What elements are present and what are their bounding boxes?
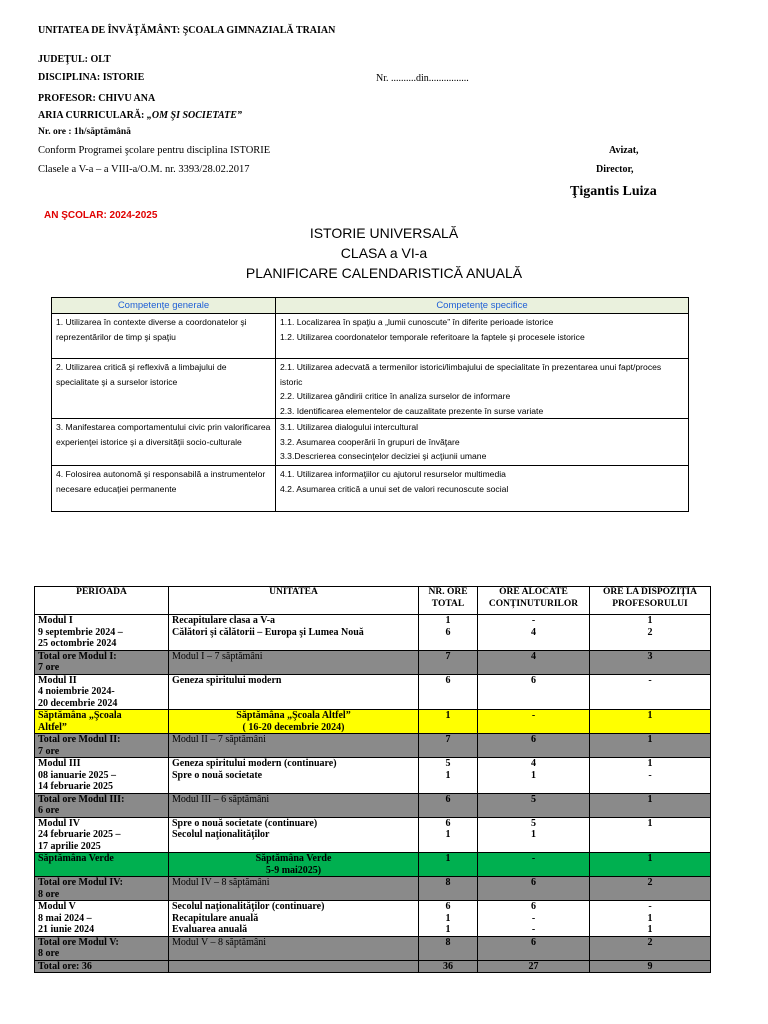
cell-line: 1 (445, 853, 451, 864)
content-hours-cell (478, 936, 590, 960)
cell-line: - (648, 901, 652, 912)
period-cell (35, 877, 169, 901)
specific-competence: 3.2. Asumarea cooperării în grupuri de învăţare (280, 436, 460, 447)
cell-line: Total ore Modul II: (38, 734, 121, 745)
competence-row (52, 419, 689, 466)
cell-line: 4 (531, 650, 536, 662)
total-hours-cell (419, 960, 478, 973)
total-hours-cell (419, 793, 478, 817)
general-competence: 3. Manifestarea comportamentului civic prin valorificarea experienţei istorice şi a diversităţii socio-culturale (52, 419, 276, 466)
teacher-hours-cell (590, 817, 711, 853)
total-hours-cell (419, 853, 478, 877)
total-hours-cell (419, 615, 478, 651)
cell-line: 1 (445, 710, 451, 721)
content-hours-cell (478, 674, 590, 710)
teacher: PROFESOR: CHIVU ANA (38, 93, 156, 104)
unit-cell (169, 615, 419, 651)
cell-line: - (531, 924, 536, 935)
cell-line: - (531, 912, 536, 924)
cell-line: 1 (647, 793, 653, 805)
general-competence: 2. Utilizarea critică şi reflexivă a limbajului de specialitate şi a surselor istorice (52, 359, 276, 419)
cell-line: 6 (445, 901, 451, 912)
cell-line: 4 (531, 758, 536, 769)
general-competence: 4. Folosirea autonomă şi responsabilă a instrumentelor necesare educaţiei permanente (52, 466, 276, 512)
total-hours-cell (419, 710, 478, 734)
competence-row (52, 314, 689, 359)
cell-line: - (531, 615, 536, 626)
school-year: AN ŞCOLAR: 2024-2025 (44, 210, 158, 221)
cell-line: 8 (445, 936, 451, 948)
specific-competences (276, 419, 689, 466)
period-cell (35, 853, 169, 877)
cell-line: 17 aprilie 2025 (38, 840, 101, 852)
cell-line: Săptămâna Verde (38, 853, 114, 864)
plan-row (35, 817, 711, 853)
specific-competence: 3.1. Utilizarea dialogului intercultural (280, 422, 419, 432)
teacher-hours-cell (590, 674, 711, 710)
specific-competence: 4.2. Asumarea critică a unui set de valori recunoscute social (280, 483, 509, 494)
total-hours-cell (419, 734, 478, 758)
cell-line: 1 (647, 710, 653, 721)
cell-line: 6 (445, 674, 451, 686)
cell-line: 6 ore (38, 805, 60, 816)
specific-competence: 2.3. Identificarea elementelor de cauzalitate prezente în surse variate (280, 405, 544, 416)
teacher-hours-cell (590, 901, 711, 937)
document-number: Nr. ..........din................ (376, 73, 469, 84)
cell-line: 5-9 mai2025) (265, 864, 322, 876)
teacher-hours-cell (590, 960, 711, 973)
period-header: PERIOADA (35, 587, 169, 615)
plan-row (35, 650, 711, 674)
general-competence: 1. Utilizarea în contexte diverse a coordonatelor şi reprezentărilor de timp şi spaţiu (52, 314, 276, 359)
cell-line: - (648, 769, 652, 781)
total-hours-cell (419, 817, 478, 853)
cell-line: Total ore Modul III: (38, 793, 125, 805)
specific-competence: 2.1. Utilizarea adecvată a termenilor istorici/limbajului de specialitate în prezentarea unui fapt/proces istoric (280, 362, 662, 387)
col-general-header: Competenţe generale (52, 298, 276, 314)
hours-per-week: Nr. ore : 1h/săptămână (38, 127, 131, 137)
total-hours-cell (419, 758, 478, 794)
specific-competences (276, 359, 689, 419)
cell-line: 5 (531, 793, 536, 805)
cell-line: Geneza spiritului modern (continuare) (172, 758, 337, 769)
program-line-1: Conform Programei şcolare pentru disciplina ISTORIE (38, 145, 271, 156)
cell-line: 5 (531, 817, 536, 829)
cell-line: Total ore Modul I: (38, 650, 117, 662)
planning-table (34, 586, 711, 973)
period-cell (35, 817, 169, 853)
cell-line: Săptămâna „Şcoala (38, 710, 122, 721)
total-hours-header: NR. ORE TOTAL (419, 587, 478, 615)
content-hours-cell (478, 793, 590, 817)
cell-line: 1 (647, 817, 653, 829)
school-name: UNITATEA DE ÎNVĂŢĂMÂNT: ŞCOALA GIMNAZIALĂ TRAIAN (38, 25, 336, 36)
content-hours-cell (478, 734, 590, 758)
cell-line: 1 (531, 769, 536, 781)
unit-cell (169, 734, 419, 758)
period-cell (35, 615, 169, 651)
unit-header: UNITATEA (169, 587, 419, 615)
cell-line: 4 (531, 626, 536, 638)
plan-row (35, 710, 711, 734)
unit-cell (169, 650, 419, 674)
cell-line: 36 (443, 960, 453, 972)
cell-line: 1 (445, 769, 451, 781)
unit-cell (169, 758, 419, 794)
content-hours-cell (478, 817, 590, 853)
cell-line: Modul V (38, 901, 76, 912)
plan-row (35, 901, 711, 937)
cell-line: 1 (445, 924, 451, 935)
cell-line: - (531, 853, 536, 864)
content-hours-cell (478, 901, 590, 937)
period-cell (35, 793, 169, 817)
cell-line: Total ore Modul V: (38, 936, 119, 948)
cell-line: 9 (647, 960, 653, 972)
teacher-hours-cell (590, 734, 711, 758)
period-cell (35, 758, 169, 794)
unit-cell (169, 853, 419, 877)
content-hours-cell (478, 758, 590, 794)
cell-line: 1 (445, 615, 451, 626)
cell-line: Spre o nouă societate (continuare) (172, 817, 318, 829)
cell-line: 14 februarie 2025 (38, 781, 113, 792)
cell-line: Modul II (38, 674, 77, 686)
plan-row (35, 853, 711, 877)
curricular-area: ARIA CURRICULARĂ: „OM ŞI SOCIETATE” (38, 110, 242, 121)
cell-line: Evaluarea anuală (172, 924, 248, 935)
period-cell (35, 734, 169, 758)
cell-line: 1 (647, 924, 653, 935)
cell-line: 08 ianuarie 2025 – (38, 769, 117, 781)
content-hours-cell (478, 650, 590, 674)
cell-line: 1 (531, 829, 536, 840)
cell-line: 5 (445, 758, 451, 769)
cell-line: Modul V – 8 săptămâni (172, 936, 267, 948)
period-cell (35, 901, 169, 937)
teacher-hours-cell (590, 853, 711, 877)
specific-competences (276, 314, 689, 359)
title-line-1: ISTORIE UNIVERSALĂ (309, 225, 459, 241)
cell-line: 2 (647, 626, 653, 638)
cell-line: 7 ore (38, 662, 60, 673)
cell-line: 9 septembrie 2024 – (38, 626, 123, 638)
plan-row (35, 734, 711, 758)
specific-competence: 1.1. Localizarea în spaţiu a „lumii cunoscute” în diferite perioade istorice (280, 317, 554, 327)
cell-line: Spre o nouă societate (172, 769, 263, 781)
cell-line: Secolul naţionalităţilor (continuare) (172, 901, 325, 912)
program-line-2: Clasele a V-a – a VIII-a/O.M. nr. 3393/28.02.2017 (38, 164, 250, 175)
plan-row (35, 674, 711, 710)
cell-line: Modul IV – 8 săptămâni (172, 877, 270, 888)
teacher-hours-cell (590, 650, 711, 674)
content-hours-header: ORE ALOCATE CONȚINUTURILOR (478, 587, 590, 615)
cell-line: 7 (445, 734, 451, 745)
cell-line: 6 (531, 877, 536, 888)
unit-cell (169, 817, 419, 853)
cell-line: 21 iunie 2024 (38, 924, 95, 935)
cell-line: 6 (531, 936, 536, 948)
unit-cell (169, 901, 419, 937)
content-hours-cell (478, 853, 590, 877)
cell-line: 3 (647, 650, 653, 662)
cell-line: 2 (647, 936, 653, 948)
subject: DISCIPLINA: ISTORIE (38, 72, 145, 83)
county: JUDEŢUL: OLT (38, 54, 111, 65)
specific-competences (276, 466, 689, 512)
teacher-hours-cell (590, 758, 711, 794)
cell-line: 8 mai 2024 – (38, 912, 92, 924)
cell-line: Săptămâna „Şcoala Altfel” (236, 710, 351, 721)
cell-line: 8 ore (38, 948, 60, 959)
cell-line: Modul I (38, 615, 73, 626)
cell-line: Modul IV (38, 817, 80, 829)
cell-line: 1 (647, 853, 653, 864)
teacher-hours-header: ORE LA DISPOZIȚIA PROFESORULUI (590, 587, 711, 615)
cell-line: Modul III (38, 758, 81, 769)
cell-line: 25 octombrie 2024 (38, 638, 117, 649)
plan-row (35, 793, 711, 817)
specific-competence: 2.2. Utilizarea gândirii critice în analiza surselor de informare (280, 391, 511, 401)
total-hours-cell (419, 674, 478, 710)
total-hours-cell (419, 936, 478, 960)
specific-competence: 3.3.Descrierea consecinţelor deciziei şi acţiunii umane (280, 451, 487, 461)
cell-line: 6 (531, 674, 536, 686)
plan-row (35, 877, 711, 901)
cell-line: Modul I – 7 săptămâni (172, 650, 263, 662)
cell-line: ( 16-20 decembrie 2024) (242, 721, 345, 733)
cell-line: 6 (445, 793, 451, 805)
competence-row (52, 466, 689, 512)
cell-line: Modul III – 6 săptămâni (172, 793, 270, 805)
total-hours-cell (419, 650, 478, 674)
cell-line: 4 noiembrie 2024- (38, 686, 115, 697)
teacher-hours-cell (590, 615, 711, 651)
specific-competence: 4.1. Utilizarea informaţiilor cu ajutorul resurselor multimedia (280, 469, 506, 479)
cell-line: Altfel” (38, 721, 67, 733)
cell-line: 24 februarie 2025 – (38, 829, 121, 840)
cell-line: Călători şi călătorii – Europa şi Lumea Nouă (172, 626, 364, 638)
cell-line: Total ore Modul IV: (38, 877, 123, 888)
cell-line: 20 decembrie 2024 (38, 697, 118, 709)
cell-line: 1 (647, 912, 653, 924)
director-name: Ţigantis Luiza (570, 184, 657, 199)
unit-cell (169, 877, 419, 901)
period-cell (35, 650, 169, 674)
total-hours-cell (419, 877, 478, 901)
cell-line: Recapitulare clasa a V-a (172, 615, 276, 626)
teacher-hours-cell (590, 710, 711, 734)
cell-line: 8 (445, 877, 451, 888)
cell-line: 7 ore (38, 745, 60, 757)
competences-table (51, 297, 689, 512)
period-cell (35, 960, 169, 973)
unit-cell (169, 960, 419, 973)
cell-line: 7 (445, 650, 451, 662)
content-hours-cell (478, 960, 590, 973)
cell-line: Modul II – 7 săptămâni (172, 734, 266, 745)
total-hours-cell (419, 901, 478, 937)
cell-line: 1 (647, 615, 653, 626)
competence-row (52, 359, 689, 419)
cell-line: - (531, 710, 536, 721)
cell-line: 6 (445, 626, 451, 638)
teacher-hours-cell (590, 793, 711, 817)
cell-line: 8 ore (38, 888, 60, 900)
cell-line: Recapitulare anuală (172, 912, 259, 924)
title-line-2: CLASA a VI-a (340, 245, 428, 261)
specific-competence: 1.2. Utilizarea coordonatelor temporale referitoare la faptele şi procesele istorice (280, 331, 585, 342)
content-hours-cell (478, 710, 590, 734)
content-hours-cell (478, 877, 590, 901)
unit-cell (169, 936, 419, 960)
teacher-hours-cell (590, 936, 711, 960)
period-cell (35, 710, 169, 734)
title-line-3: PLANIFICARE CALENDARISTICĂ ANUALĂ (245, 265, 523, 281)
cell-line: - (648, 674, 652, 686)
cell-line: Total ore: 36 (38, 960, 92, 972)
cell-line: Săptămâna Verde (255, 853, 332, 864)
cell-line: 6 (445, 817, 451, 829)
cell-line: Secolul naţionalităţilor (172, 829, 270, 840)
period-cell (35, 674, 169, 710)
col-specific-header: Competenţe specifice (276, 298, 689, 314)
unit-cell (169, 793, 419, 817)
content-hours-cell (478, 615, 590, 651)
cell-line: 1 (647, 734, 653, 745)
cell-line: 6 (531, 901, 536, 912)
unit-cell (169, 710, 419, 734)
teacher-hours-cell (590, 877, 711, 901)
unit-cell (169, 674, 419, 710)
avizat-label: Avizat, (609, 145, 639, 156)
plan-row (35, 960, 711, 973)
cell-line: 1 (445, 912, 451, 924)
plan-row (35, 758, 711, 794)
cell-line: 1 (445, 829, 451, 840)
plan-row (35, 936, 711, 960)
cell-line: Geneza spiritului modern (172, 674, 282, 686)
cell-line: 27 (528, 960, 539, 972)
director-label: Director, (596, 164, 634, 175)
period-cell (35, 936, 169, 960)
cell-line: 6 (531, 734, 536, 745)
cell-line: 1 (647, 758, 653, 769)
plan-row (35, 615, 711, 651)
cell-line: 2 (647, 877, 653, 888)
